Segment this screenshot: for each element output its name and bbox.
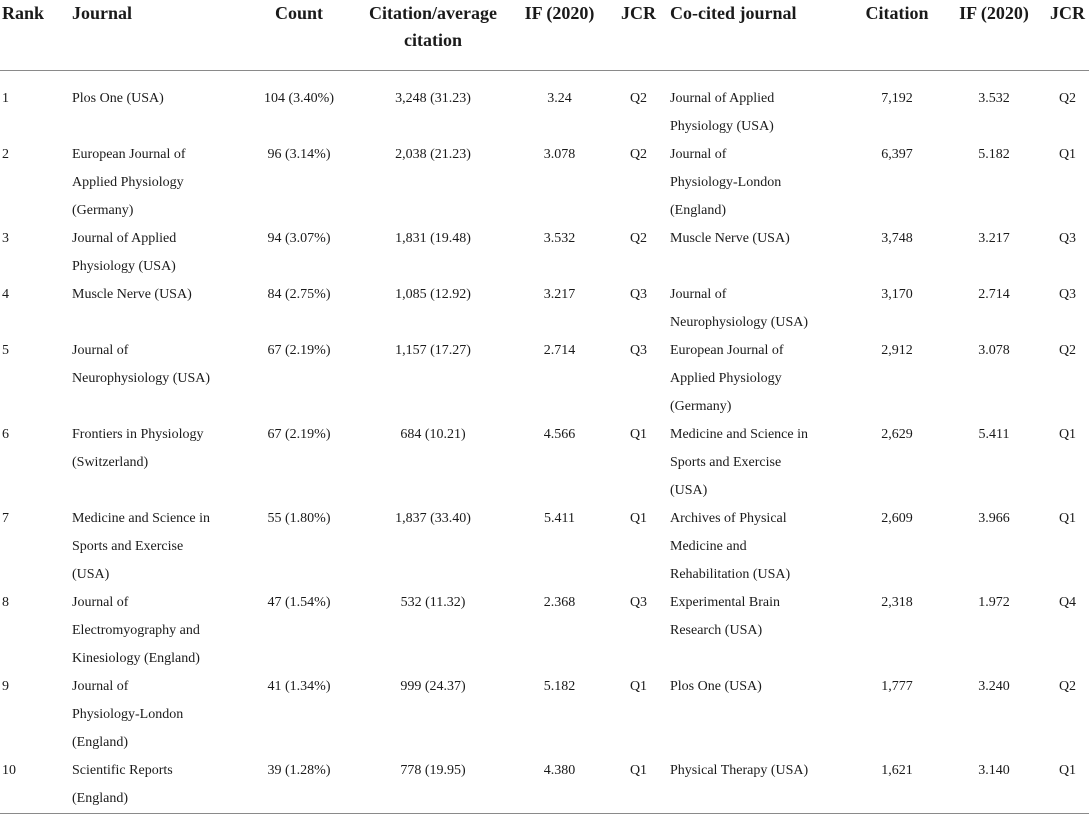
cell-jcr: Q1 (629, 427, 648, 442)
cell-co-cited-journal (670, 337, 852, 421)
cell-if-2020: 5.182 (543, 679, 576, 694)
cell-count: 67 (2.19%) (267, 343, 331, 358)
cell-citation-average: 778 (19.95) (354, 757, 512, 814)
cell-rank: 4 (2, 287, 9, 302)
header-rank: Rank (0, 0, 72, 71)
cell-journal (72, 757, 244, 814)
header-co-cited-journal: Co-cited journal (670, 0, 852, 71)
cell-citation: 3,170 (881, 287, 913, 302)
cell-if-2020: 4.380 (512, 757, 607, 814)
cell-co-cited-journal-line: Rehabilitation (USA) (670, 567, 791, 582)
cell-rank: 2 (2, 147, 9, 162)
cell-journal-line: (USA) (72, 567, 110, 582)
cell-jcr: Q3 (629, 343, 648, 358)
cell-journal-line: Journal of (72, 679, 129, 694)
cell-if-2020: 3.217 (543, 287, 576, 302)
cell-jcr-cocited: Q1 (1046, 757, 1089, 814)
cell-if-2020-cocited: 3.966 (978, 511, 1010, 526)
cell-rank: 6 (2, 427, 9, 442)
cell-journal-line: Muscle Nerve (USA) (72, 287, 192, 302)
cell-if-2020-cocited: 5.411 (978, 427, 1010, 442)
cell-co-cited-journal-line: Archives of Physical (670, 511, 787, 526)
table-header (0, 0, 1089, 71)
cell-journal-line: Scientific Reports (72, 763, 173, 778)
cell-co-cited-journal-line: Journal of (670, 287, 727, 302)
cell-if-2020-cocited: 3.240 (978, 679, 1010, 694)
cell-co-cited-journal-line: Physical Therapy (USA) (670, 763, 809, 778)
cell-count: 55 (1.80%) (267, 511, 331, 526)
cell-citation: 7,192 (881, 91, 913, 106)
cell-journal (72, 225, 244, 281)
cell-journal-line: Neurophysiology (USA) (72, 371, 211, 386)
cell-count: 84 (2.75%) (267, 287, 331, 302)
cell-jcr-cocited: Q2 (1058, 679, 1077, 694)
cell-citation: 1,777 (881, 679, 913, 694)
cell-journal-line: Physiology (USA) (72, 259, 176, 274)
cell-jcr: Q1 (607, 757, 670, 814)
cell-co-cited-journal-line: Journal of (670, 147, 727, 162)
cell-journal-line: Sports and Exercise (72, 539, 184, 554)
cell-co-cited-journal (670, 71, 852, 142)
cell-journal-line: Physiology-London (72, 707, 184, 722)
cell-co-cited-journal-line: Plos One (USA) (670, 679, 762, 694)
cell-journal-line: Plos One (USA) (72, 91, 164, 106)
cell-count: 41 (1.34%) (267, 679, 331, 694)
table-row (0, 505, 1089, 589)
cell-co-cited-journal (670, 589, 852, 673)
cell-co-cited-journal-line: (England) (670, 203, 726, 218)
cell-count: 39 (1.28%) (244, 757, 354, 814)
cell-if-2020: 4.566 (543, 427, 576, 442)
cell-jcr-cocited: Q3 (1058, 231, 1077, 246)
cell-journal (72, 71, 244, 142)
cell-rank: 7 (2, 511, 9, 526)
cell-citation: 2,318 (881, 595, 913, 610)
cell-citation-average: 1,157 (17.27) (395, 343, 471, 358)
table-row (0, 225, 1089, 281)
cell-journal-line: Journal of (72, 595, 129, 610)
cell-co-cited-journal-line: Experimental Brain (670, 595, 781, 610)
cell-rank: 5 (2, 343, 9, 358)
header-jcr-cocited: JCR (1046, 0, 1089, 71)
header-journal: Journal (72, 0, 244, 71)
cell-jcr: Q3 (629, 287, 648, 302)
cell-journal-line: Electromyography and (72, 623, 200, 638)
cell-jcr-cocited: Q4 (1058, 595, 1077, 610)
cell-co-cited-journal (670, 505, 852, 589)
cell-if-2020-cocited: 5.182 (978, 147, 1010, 162)
cell-citation: 3,748 (881, 231, 913, 246)
cell-journal (72, 505, 244, 589)
cell-co-cited-journal-line: (Germany) (670, 399, 732, 414)
cell-journal-line: European Journal of (72, 147, 186, 162)
cell-count: 94 (3.07%) (267, 231, 331, 246)
table-row (0, 141, 1089, 225)
cell-journal-line: (Switzerland) (72, 455, 149, 470)
cell-co-cited-journal (670, 141, 852, 225)
cell-if-2020: 2.368 (543, 595, 576, 610)
cell-if-2020: 3.078 (543, 147, 576, 162)
table-body (0, 71, 1089, 814)
cell-journal (72, 589, 244, 673)
cell-journal-line: (England) (72, 791, 128, 806)
cell-journal-line: Frontiers in Physiology (72, 427, 204, 442)
cell-co-cited-journal-line: Applied Physiology (670, 371, 782, 386)
cell-journal-line: Journal of (72, 343, 129, 358)
cell-citation-average: 1,085 (12.92) (395, 287, 471, 302)
cell-if-2020: 2.714 (543, 343, 576, 358)
cell-jcr: Q1 (629, 511, 648, 526)
cell-count: 47 (1.54%) (267, 595, 331, 610)
cell-jcr-cocited: Q1 (1058, 511, 1077, 526)
cell-co-cited-journal-line: (USA) (670, 483, 708, 498)
cell-citation: 2,912 (881, 343, 913, 358)
header-if-2020-cocited: IF (2020) (942, 0, 1046, 71)
cell-journal-line: Applied Physiology (72, 175, 184, 190)
cell-citation: 2,629 (881, 427, 913, 442)
cell-if-2020: 3.24 (547, 91, 572, 106)
cell-if-2020-cocited: 2.714 (978, 287, 1010, 302)
cell-jcr: Q3 (629, 595, 648, 610)
cell-if-2020-cocited: 3.140 (942, 757, 1046, 814)
cell-journal-line: Kinesiology (England) (72, 651, 200, 666)
cell-journal-line: (England) (72, 735, 128, 750)
table-row (0, 421, 1089, 505)
table-row (0, 337, 1089, 421)
cell-co-cited-journal (670, 421, 852, 505)
cell-co-cited-journal-line: Physiology (USA) (670, 119, 774, 134)
cell-citation: 2,609 (881, 511, 913, 526)
cell-citation: 6,397 (881, 147, 913, 162)
table-row (0, 71, 1089, 142)
cell-citation-average: 532 (11.32) (400, 595, 466, 610)
cell-co-cited-journal-line: Medicine and Science in (670, 427, 809, 442)
cell-count: 67 (2.19%) (267, 427, 331, 442)
cell-if-2020-cocited: 3.078 (978, 343, 1010, 358)
cell-co-cited-journal-line: Research (USA) (670, 623, 763, 638)
cell-if-2020-cocited: 3.217 (978, 231, 1010, 246)
cell-count: 104 (3.40%) (264, 91, 334, 106)
cell-citation-average: 684 (10.21) (400, 427, 466, 442)
cell-rank: 9 (2, 679, 9, 694)
cell-jcr: Q2 (629, 147, 648, 162)
table-row (0, 673, 1089, 757)
cell-co-cited-journal (670, 757, 852, 814)
cell-co-cited-journal-line: Physiology-London (670, 175, 782, 190)
header-jcr: JCR (607, 0, 670, 71)
cell-if-2020-cocited: 1.972 (978, 595, 1010, 610)
cell-if-2020: 5.411 (544, 511, 575, 526)
cell-co-cited-journal-line: Sports and Exercise (670, 455, 782, 470)
table-row (0, 281, 1089, 337)
cell-journal-line: Journal of Applied (72, 231, 177, 246)
cell-jcr-cocited: Q2 (1058, 343, 1077, 358)
cell-journal (72, 281, 244, 337)
cell-citation-average: 1,831 (19.48) (395, 231, 471, 246)
cell-if-2020-cocited: 3.532 (978, 91, 1010, 106)
header-count: Count (244, 0, 354, 71)
cell-rank: 1 (2, 91, 9, 106)
cell-journal (72, 337, 244, 421)
cell-co-cited-journal (670, 673, 852, 757)
cell-count: 96 (3.14%) (267, 147, 331, 162)
header-citation-average (354, 0, 512, 71)
table-row (0, 589, 1089, 673)
cell-rank: 8 (2, 595, 9, 610)
cell-co-cited-journal (670, 281, 852, 337)
table-row (0, 757, 1089, 814)
cell-jcr: Q2 (629, 231, 648, 246)
header-if-2020: IF (2020) (512, 0, 607, 71)
cell-citation: 1,621 (852, 757, 942, 814)
cell-rank: 10 (0, 757, 72, 814)
cell-co-cited-journal-line: Journal of Applied (670, 91, 775, 106)
cell-co-cited-journal (670, 225, 852, 281)
cell-if-2020: 3.532 (543, 231, 576, 246)
header-citation-average-line2: citation (404, 30, 462, 50)
cell-rank: 3 (2, 231, 9, 246)
cell-journal (72, 141, 244, 225)
cell-co-cited-journal-line: Muscle Nerve (USA) (670, 231, 790, 246)
cell-jcr-cocited: Q1 (1058, 147, 1077, 162)
cell-jcr-cocited: Q2 (1058, 91, 1077, 106)
cell-co-cited-journal-line: Medicine and (670, 539, 747, 554)
cell-jcr: Q2 (629, 91, 648, 106)
cell-citation-average: 2,038 (21.23) (395, 147, 471, 162)
cell-journal (72, 673, 244, 757)
cell-jcr: Q1 (629, 679, 648, 694)
header-citation: Citation (852, 0, 942, 71)
cell-journal (72, 421, 244, 505)
cell-jcr-cocited: Q3 (1058, 287, 1077, 302)
cell-citation-average: 1,837 (33.40) (395, 511, 471, 526)
cell-co-cited-journal-line: Neurophysiology (USA) (670, 315, 809, 330)
cell-jcr-cocited: Q1 (1058, 427, 1077, 442)
cell-journal-line: Medicine and Science in (72, 511, 211, 526)
header-citation-average-line1: Citation/average (369, 3, 497, 23)
cell-co-cited-journal-line: European Journal of (670, 343, 784, 358)
cell-citation-average: 3,248 (31.23) (395, 91, 471, 106)
cell-journal-line: (Germany) (72, 203, 134, 218)
cell-citation-average: 999 (24.37) (400, 679, 466, 694)
